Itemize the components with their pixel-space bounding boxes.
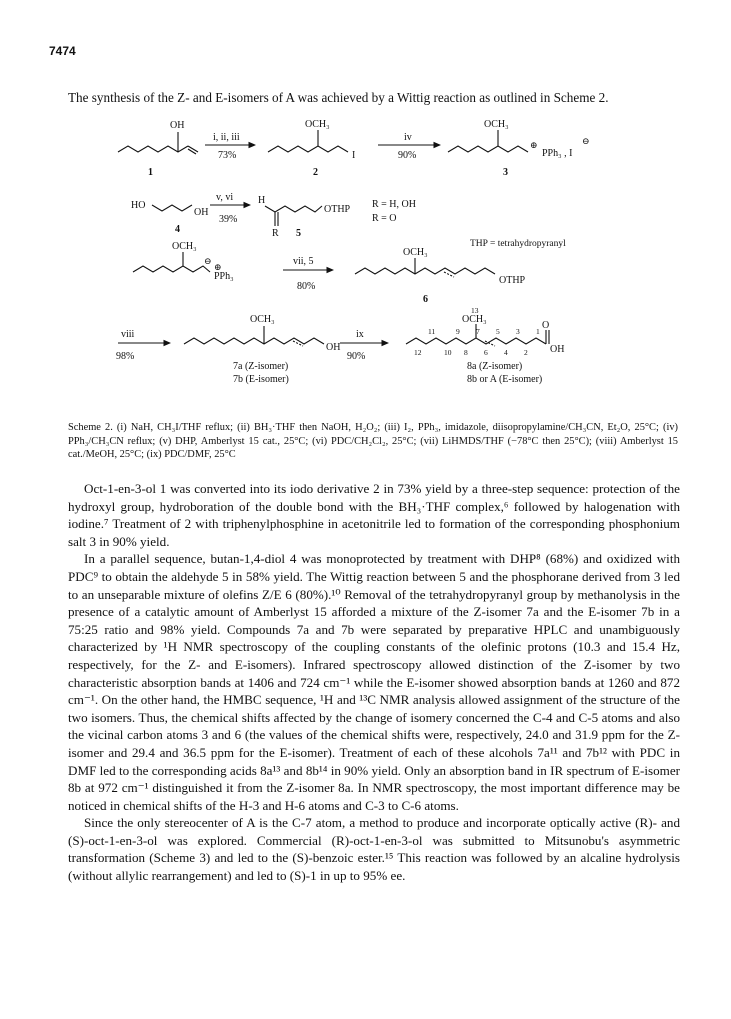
scheme-caption: Scheme 2. (i) NaH, CH₃I/THF reflux; (ii) BH₃·THF then NaOH, H₂O₂; (iii) I₂, PPh₃, imidazole, diisopropylamine/CH₃CN, Et₂O, 25°C; (iv) PPh₃/CH₃CN reflux; (v) DHP, Amberlyst 15 cat., 25°C; (vi) PDC/CH₂Cl₂, 25°C; (vii) LiHMDS/THF (−78°C then 25°C); (viii) Amberlyst 15 cat./MeOH, 25°C; (ix) PDC/DMF, 25°C <box>68 422 678 461</box>
paragraph-3: Since the only stereocenter of A is the C-7 atom, a method to produce and incorporate optically active (R)- and (S)-oct-1-en-3-ol was explored. Commercial (R)-oct-1-en-3-ol was submitted to Mitsunobu's asymmetric transformation (Scheme 3) and led to the (S)-benzoic ester.¹⁵ This reaction was followed by an alcaline hydrolysis (without allylic rearrangement) and led to (S)-1 in up to 95% ee. <box>68 815 680 884</box>
carbon-number-3: 3 <box>516 327 520 336</box>
compound-3-structure <box>448 146 528 152</box>
compound-label-3: 3 <box>503 167 508 178</box>
minus-charge-3: ⊖ <box>582 136 590 146</box>
carbon-number-2: 2 <box>524 348 528 357</box>
compound-label-8a: 8a (Z-isomer) <box>467 361 523 372</box>
compound-7-structure <box>184 338 324 344</box>
och3-label-2: OCH₃ <box>305 119 330 130</box>
compound-label-1: 1 <box>148 167 153 178</box>
ylide-structure <box>133 266 210 272</box>
arrow-v-vi-yield: 39% <box>219 214 238 225</box>
och3-label-8: OCH₃ <box>462 314 487 325</box>
h-label-5: H <box>258 195 266 206</box>
compound-label-6: 6 <box>423 294 428 305</box>
minus-charge-ylide: ⊖ <box>204 256 212 266</box>
compound-6-structure <box>355 268 495 274</box>
arrow-vii-reagents: vii, 5 <box>293 256 314 267</box>
iodo-label: I <box>352 150 356 161</box>
arrow1-reagents: i, ii, iii <box>213 132 240 143</box>
carbon-number-13: 13 <box>471 306 479 315</box>
oh-label-7: OH <box>326 342 341 353</box>
plus-charge-3: ⊕ <box>530 140 538 150</box>
ho-label-4: HO <box>131 200 146 211</box>
och3-label-6: OCH₃ <box>403 247 428 258</box>
compound-8-structure <box>406 338 546 344</box>
carbon-number-1: 1 <box>536 327 540 336</box>
carbon-number-11: 11 <box>428 327 436 336</box>
och3-label-7: OCH₃ <box>250 314 275 325</box>
carbon-number-10: 10 <box>444 348 452 357</box>
compound-5-structure <box>265 206 322 212</box>
och3-label-ylide: OCH₃ <box>172 241 197 252</box>
paragraph-2: In a parallel sequence, butan-1,4-diol 4 was monoprotected by treatment with DHP⁸ (68%) and oxidized with PDC⁹ to obtain the aldehyde 5 in 58% yield. The Wittig reaction between 5 and the phosphorane derived from 3 led to an unseparable mixture of olefins Z/E 6 (80%).¹⁰ Removal of the tetrahydropyranyl group by methanolysis in the presence of a catalytic amount of Amberlyst 15 afforded a mixture of the Z-isomer 7a and the E-isomer 7b in a 75:25 ratio and 98% yield. Compounds 7a and 7b were separated by preparative HPLC and unambiguously characterized by ¹H NMR spectroscopy of the coupling constants of the olefinic protons (10.3 and 15.4 Hz, respectively, for the Z- and E-isomers). Infrared spectroscopy allowed distinction of the Z-isomer by two characteristic absorption bands at 1406 and 724 cm⁻¹ while the E-isomer showed absorption bands at 1260 and 872 cm⁻¹. On the other hand, the HMBC sequence, ¹H and ¹³C NMR analysis allowed assignment of the structure of the two isomers. Thus, the chemical shifts affected by the change of isomery concerned the C-4 and C-5 atoms and also the vicinal carbon atoms 3 and 6 (the values of the chemical shifts were, respectively, 24.0 and 31.9 ppm for the Z-isomer and 29.4 and 36.5 ppm for the E-isomer). Treatment of each of these alcohols 7a¹¹ and 7b¹² with PDC in DMF led to the corresponding acids 8a¹³ and 8b¹⁴ in 90% yield. Only an absorption band in IR spectrum of E-isomer 8b at 972 cm⁻¹ distinguished it from the Z-isomer 8a. In NMR spectroscopy, the most important difference may be noticed in chemical shifts of the H-3 and H-6 atoms and C-3 to C-6 atoms. <box>68 551 680 813</box>
carbon-number-6: 6 <box>484 348 488 357</box>
carbon-number-12: 12 <box>414 348 422 357</box>
pph3-label-3: PPh₃ , I <box>542 148 573 159</box>
carbon-number-4: 4 <box>504 348 508 357</box>
arrow-v-vi-reagents: v, vi <box>216 192 234 203</box>
carbonyl-o-label: O <box>542 320 550 331</box>
och3-label-3: OCH₃ <box>484 119 509 130</box>
arrow-viii-yield: 98% <box>116 351 135 362</box>
intro-sentence: The synthesis of the Z- and E-isomers of A was achieved by a Wittig reaction as outlined in Scheme 2. <box>68 90 609 105</box>
compound-label-5: 5 <box>296 228 301 239</box>
arrow1-yield: 73% <box>218 150 237 161</box>
arrow2-reagent: iv <box>404 132 412 143</box>
r-definition-2: R = O <box>372 213 397 224</box>
othp-label-6: OTHP <box>499 275 526 286</box>
pph3-label-ylide: PPh₃ <box>214 271 234 282</box>
plus-charge-ylide: ⊕ <box>214 262 222 272</box>
carbon-number-9: 9 <box>456 327 460 336</box>
carbon-number-5: 5 <box>496 327 500 336</box>
arrow-ix-label: ix <box>356 329 364 340</box>
arrow-viii-label: viii <box>121 329 135 340</box>
compound-4-structure <box>152 205 192 211</box>
compound-label-7b: 7b (E-isomer) <box>233 374 289 385</box>
arrow2-yield: 90% <box>398 150 417 161</box>
thp-definition: THP = tetrahydropyranyl <box>470 239 566 249</box>
compound-label-2: 2 <box>313 167 318 178</box>
compound-label-4: 4 <box>175 224 180 235</box>
carbon-number-8: 8 <box>464 348 468 357</box>
compound-2-structure <box>268 146 348 152</box>
compound-label-7a: 7a (Z-isomer) <box>233 361 289 372</box>
page-number: 7474 <box>49 44 76 58</box>
r-definition-1: R = H, OH <box>372 199 416 210</box>
othp-label-5: OTHP <box>324 204 351 215</box>
compound-label-8b: 8b or A (E-isomer) <box>467 374 543 385</box>
arrow-ix-yield: 90% <box>347 351 366 362</box>
scheme-2-diagram <box>0 0 731 420</box>
body-text <box>68 480 680 885</box>
carbon-number-7: 7 <box>476 327 480 336</box>
oh-label-1: OH <box>170 120 185 131</box>
arrow-vii-yield: 80% <box>297 281 316 292</box>
oh-label-4: OH <box>194 207 209 218</box>
oh-label-8: OH <box>550 344 565 355</box>
paragraph-1: Oct-1-en-3-ol 1 was converted into its iodo derivative 2 in 73% yield by a three-step sequence: protection of the hydroxyl group, hydroboration of the double bond with the BH₃·THF complex,⁶ followed by halogenation with iodine.⁷ Treatment of 2 with triphenylphosphine in acetonitrile led to formation of the corresponding phosphonium salt 3 in 90% yield. <box>68 481 680 549</box>
r-label-5: R <box>272 228 279 239</box>
